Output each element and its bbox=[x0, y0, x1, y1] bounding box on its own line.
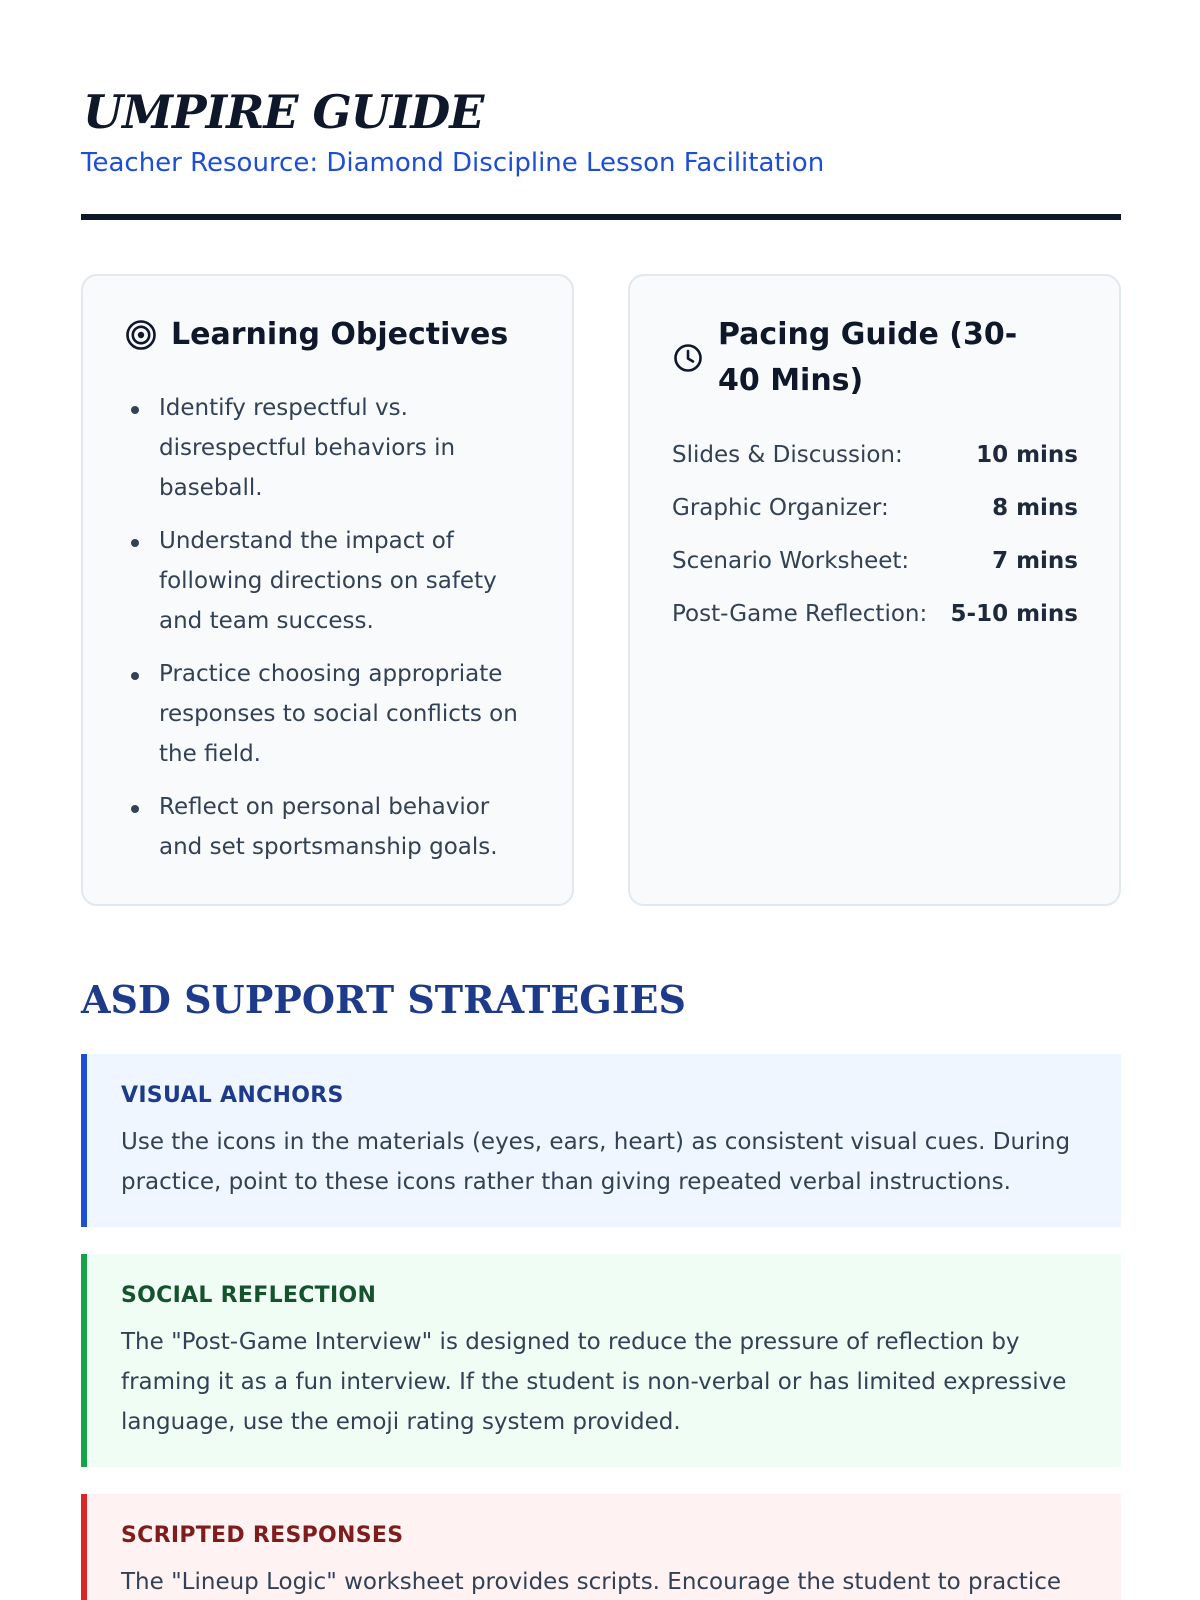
pacing-row bbox=[672, 428, 1078, 481]
strategy-social-reflection bbox=[81, 1254, 1121, 1467]
learning-objectives-card bbox=[81, 274, 574, 906]
objective-item: Practice choosing appropriate responses to social conflicts on the field. bbox=[159, 654, 539, 774]
pacing-row bbox=[672, 481, 1078, 534]
pacing-duration: 10 mins bbox=[976, 441, 1078, 468]
pacing-row bbox=[672, 534, 1078, 587]
strategy-title: SCRIPTED RESPONSES bbox=[121, 1523, 404, 1548]
pacing-duration: 5-10 mins bbox=[950, 600, 1078, 627]
pacing-duration: 8 mins bbox=[992, 494, 1078, 521]
strategy-title: VISUAL ANCHORS bbox=[121, 1083, 344, 1108]
page-title: UMPIRE GUIDE bbox=[83, 85, 484, 139]
learning-objectives-header bbox=[125, 312, 508, 358]
pacing-duration: 7 mins bbox=[992, 547, 1078, 574]
pacing-table bbox=[672, 428, 1078, 640]
target-icon bbox=[125, 319, 157, 351]
pacing-guide-heading: Pacing Guide (30-40 Mins) bbox=[718, 317, 1018, 398]
pacing-guide-card bbox=[628, 274, 1121, 906]
strategy-body: The "Lineup Logic" worksheet provides scripts. Encourage the student to practice bbox=[121, 1569, 1062, 1595]
support-strategies-heading: ASD SUPPORT STRATEGIES bbox=[81, 977, 686, 1022]
strategy-body: Use the icons in the materials (eyes, ears, heart) as consistent visual cues. During practice, point to these icons rather than giving repeated verbal instructions. bbox=[121, 1129, 1071, 1195]
objectives-list bbox=[159, 388, 539, 880]
strategy-body: The "Post-Game Interview" is designed to reduce the pressure of reflection by framing it as a fun interview. If the student is non-verbal or has limited expressive language, use the emoji rating system provided. bbox=[121, 1329, 1067, 1435]
pacing-activity: Slides & Discussion: bbox=[672, 441, 903, 468]
pacing-activity: Graphic Organizer: bbox=[672, 494, 889, 521]
strategy-title: SOCIAL REFLECTION bbox=[121, 1283, 377, 1308]
page-subtitle: Teacher Resource: Diamond Discipline Lesson Facilitation bbox=[81, 148, 825, 178]
learning-objectives-heading: Learning Objectives bbox=[171, 317, 509, 352]
clock-icon bbox=[672, 342, 704, 374]
header-divider bbox=[81, 214, 1121, 220]
strategy-visual-anchors bbox=[81, 1054, 1121, 1227]
pacing-guide-header bbox=[672, 312, 1032, 404]
pacing-row bbox=[672, 587, 1078, 640]
objective-item: Understand the impact of following directions on safety and team success. bbox=[159, 521, 539, 641]
strategy-scripted-responses bbox=[81, 1494, 1121, 1600]
pacing-activity: Post-Game Reflection: bbox=[672, 600, 928, 627]
objective-item: Identify respectful vs. disrespectful behaviors in baseball. bbox=[159, 388, 539, 508]
objective-item: Reflect on personal behavior and set sportsmanship goals. bbox=[159, 787, 539, 867]
pacing-activity: Scenario Worksheet: bbox=[672, 547, 910, 574]
